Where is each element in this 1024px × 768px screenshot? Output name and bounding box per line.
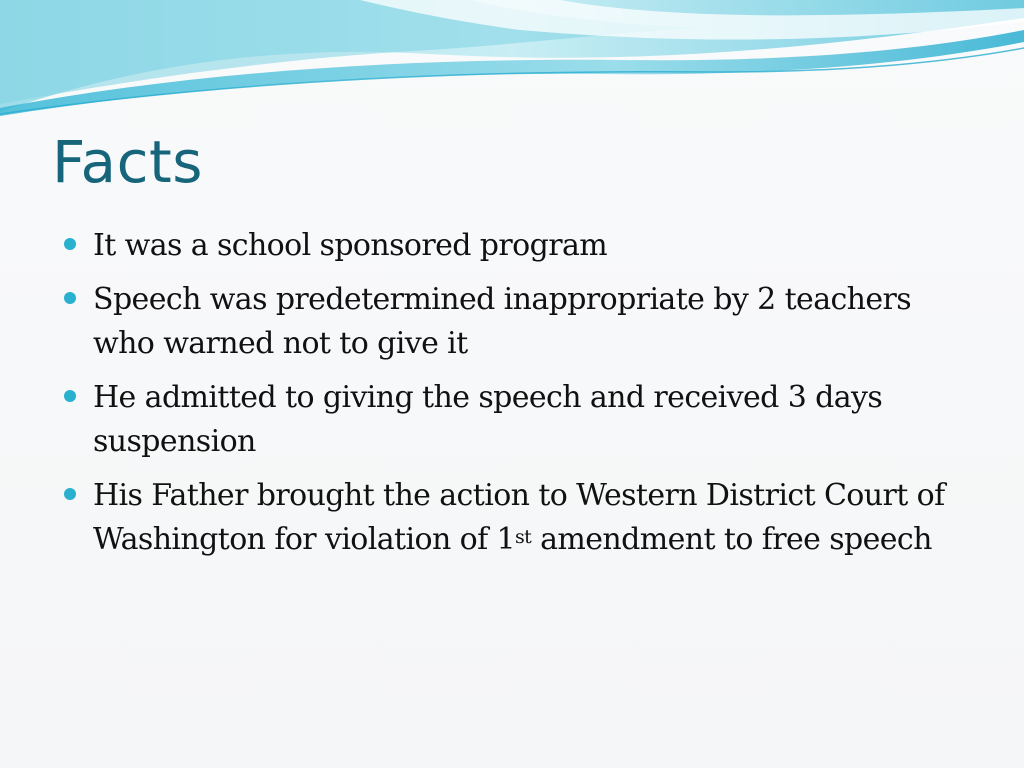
bullet-text-before: His Father brought the action to Western District Court of Washington for violation of 1 (93, 478, 945, 557)
bullet-dot-icon (64, 390, 76, 402)
bullet-list (62, 224, 972, 572)
bullet-dot-icon (64, 292, 76, 304)
ordinal-superscript: st (515, 526, 532, 548)
bullet-item (62, 278, 972, 366)
bullet-item (62, 474, 972, 562)
bullet-dot-icon (64, 238, 76, 250)
bullet-text-after: amendment to free speech (531, 522, 932, 557)
bullet-item (62, 376, 972, 464)
bullet-text: Speech was predetermined inappropriate by 2 teachers who warned not to give it (93, 282, 912, 361)
header-wave-decoration (0, 0, 1024, 130)
bullet-item (62, 224, 972, 268)
slide-title: Facts (52, 128, 203, 196)
bullet-dot-icon (64, 488, 76, 500)
bullet-text: He admitted to giving the speech and received 3 days suspension (93, 380, 883, 459)
bullet-text: It was a school sponsored program (93, 228, 608, 263)
